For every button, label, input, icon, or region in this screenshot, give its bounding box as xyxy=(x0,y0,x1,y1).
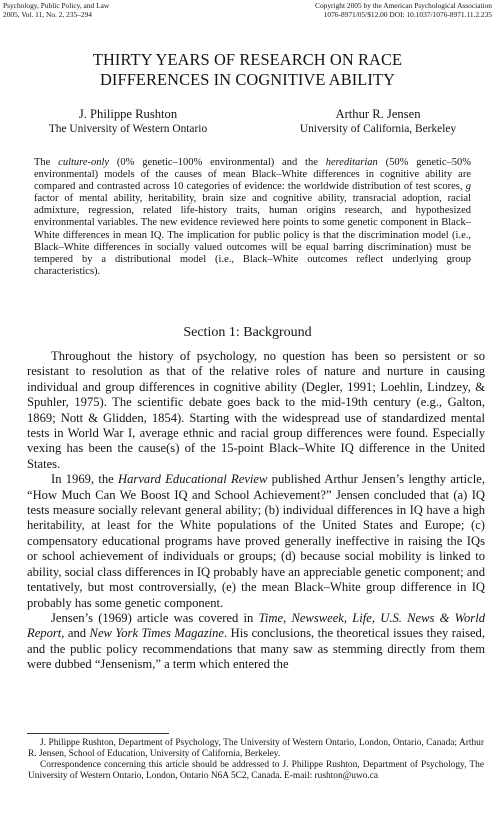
paragraph-1: Throughout the history of psychology, no question has been so persistent or so resistant to resolution as that of the relative roles of nature and nurture in causing individual and group differences in cognitive ability (Degler, 1991; Loehlin, Lindzey, & Spuhler, 1975). The scientific debate goes back to the mid-19th century (e.g., Galton, 1869; Nott & Glidden, 1854). Starting with the widespread use of standardized mental tests in World War I, average ethnic and racial group differences were found. Especially vexing has been the cause(s) of the 15-point Black–White IQ difference in the United States. xyxy=(27,349,485,471)
magazine-title: U.S. News & World Report xyxy=(27,610,486,641)
abstract-term-hereditarian: hereditarian xyxy=(325,157,378,168)
paragraph-2 xyxy=(27,472,485,611)
magazine-title: New York Times Magazine xyxy=(89,626,225,641)
body-text xyxy=(27,349,485,673)
abstract-text: (0% genetic–100% environmental) and the xyxy=(109,157,326,168)
doi-line: 1076-8971/05/$12.00 DOI: 10.1037/1076-8971.11.2.235 xyxy=(323,10,492,19)
paragraph-3 xyxy=(27,611,485,673)
abstract-text: (50% genetic–50% environmental) models of the causes of mean Black–White differences in cognitive ability are compared and contrasted across 10 categories of evidence: the worldwide distribution of test scores, xyxy=(34,157,472,193)
journal-title: Harvard Educational Review xyxy=(118,472,268,487)
journal-volume: 2005, Vol. 11, No. 2, 235–294 xyxy=(3,10,92,19)
footnotes xyxy=(28,738,484,782)
abstract-term-culture-only: culture-only xyxy=(58,157,110,168)
title-line-1: THIRTY YEARS OF RESEARCH ON RACE xyxy=(92,50,403,69)
footnote-divider xyxy=(27,733,169,734)
paragraph-text: , xyxy=(343,610,353,625)
magazine-title: Newsweek xyxy=(291,610,344,625)
abstract-text: factor of mental ability, heritability, brain size and cognitive ability, transracial adoption, racial admixture, regression, related life-history traits, human origins research, and hypothesized environmental variables. The new evidence reviewed here points to some genetic component in Black–White differences in mean IQ. The implication for public policy is that the discrimination model (i.e., Black–White differences in socially valued outcomes will be equal barring discrimination) must be tempered by a distributional model (i.e., Black–White outcomes reflect underlying group characteristics). xyxy=(34,193,471,277)
paragraph-text: published Arthur Jensen’s lengthy article, “How Much Can We Boost IQ and School Achievement?” Jensen concluded that (a) IQ tests measure socially relevant general ability; (b) individual differences in IQ have a high heritability, at least for the White populations of the United States and Europe; (c) compensatory educational programs have proved generally ineffective in raising the IQs or school achievement of individuals or groups; (d) because social mobility is linked to ability, social class differences in IQ probably have an appreciable genetic component; and tentatively, but most controversially, (e) the mean Black–White group difference in IQ probably has some genetic component. xyxy=(27,472,485,610)
paragraph-text: , xyxy=(283,610,292,625)
abstract xyxy=(34,157,471,278)
paragraph-text: , xyxy=(371,610,381,625)
author-2 xyxy=(268,107,488,137)
article-title xyxy=(30,50,465,90)
footnote-correspondence: Correspondence concerning this article should be addressed to J. Philippe Rushton, Department of Psychology, The University of Western Ontario, London, Ontario N6A 5C2, Canada. E-mail: rushton@uwo.ca xyxy=(28,760,484,782)
paragraph-text: In 1969, the xyxy=(51,472,119,487)
magazine-title: Time xyxy=(258,610,284,625)
journal-name: Psychology, Public Policy, and Law xyxy=(3,1,110,10)
author-affiliation: The University of Western Ontario xyxy=(48,123,208,135)
author-1 xyxy=(22,107,234,137)
paragraph-text: , and xyxy=(61,626,90,641)
section-heading: Section 1: Background xyxy=(183,325,312,340)
copyright-notice xyxy=(315,1,492,19)
author-name: J. Philippe Rushton xyxy=(78,107,178,121)
abstract-term-g: g xyxy=(465,181,471,193)
title-line-2: DIFFERENCES IN COGNITIVE ABILITY xyxy=(99,70,396,89)
copyright-line: Copyright 2005 by the American Psychological Association xyxy=(315,1,492,10)
footnote-affiliations: J. Philippe Rushton, Department of Psychology, The University of Western Ontario, London, Ontario, Canada; Arthur R. Jensen, School of Education, University of California, Berkeley. xyxy=(28,738,484,760)
paragraph-text: . His conclusions, the theoretical issues they raised, and the public policy recommendations that many saw as stemming directly from them were dubbed “Jensenism,” a term which entered the xyxy=(27,626,486,672)
abstract-text: The xyxy=(34,157,59,168)
author-name: Arthur R. Jensen xyxy=(335,107,421,121)
author-affiliation: University of California, Berkeley xyxy=(299,123,457,135)
paragraph-text: Jensen’s (1969) article was covered in xyxy=(51,610,259,625)
journal-citation xyxy=(3,1,109,19)
magazine-title: Life xyxy=(352,610,372,625)
